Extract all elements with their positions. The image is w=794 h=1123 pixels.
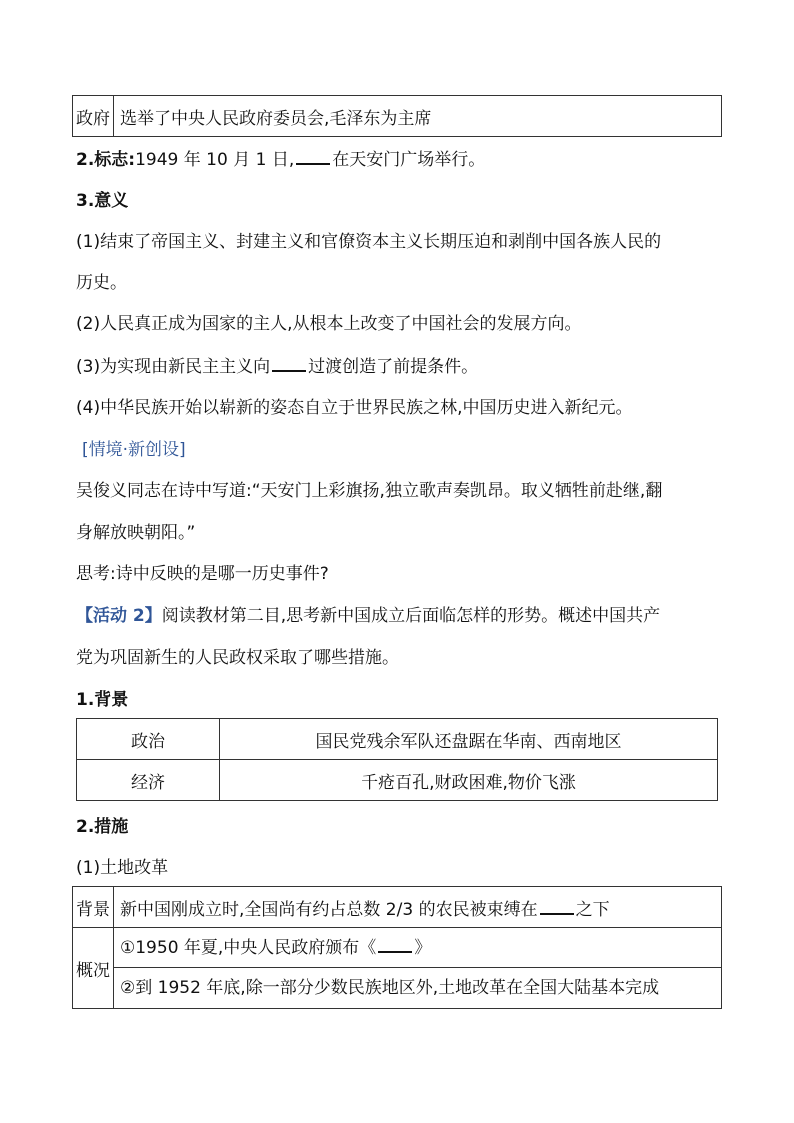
economy-content: 千疮百孔,财政困难,物价飞涨 — [220, 760, 718, 801]
politics-content: 国民党残余军队还盘踞在华南、西南地区 — [220, 719, 718, 760]
poem-line-1: 吴俊义同志在诗中写道:“天安门上彩旗扬,独立歌声奏凯昂。取义牺牲前赴继,翻 — [76, 481, 663, 501]
activity-label: 【活动 2】 — [76, 606, 162, 626]
activity-line-2: 党为巩固新生的人民政权采取了哪些措施。 — [76, 648, 399, 668]
measures-title: 2.措施 — [76, 817, 129, 837]
table-row — [73, 928, 722, 1009]
politics-label: 政治 — [77, 719, 220, 760]
paragraph-4: (4)中华民族开始以崭新的姿态自立于世界民族之林,中国历史进入新纪元。 — [76, 398, 633, 418]
paragraph-1b: 历史。 — [76, 273, 127, 293]
item-2-text-before: 1949 年 10 月 1 日, — [135, 150, 295, 170]
economy-label: 经济 — [77, 760, 220, 801]
table-row — [73, 887, 722, 928]
think-question: 思考:诗中反映的是哪一历史事件? — [76, 564, 329, 584]
government-content: 选举了中央人民政府委员会,毛泽东为主席 — [114, 96, 722, 137]
activity-line-1 — [76, 604, 660, 628]
fill-blank — [272, 354, 306, 372]
item-3-title: 3.意义 — [76, 191, 129, 211]
land-bg-label: 背景 — [73, 887, 114, 928]
paragraph-3-after: 过渡创造了前提条件。 — [308, 357, 479, 377]
poem-line-2: 身解放映朝阳。” — [76, 523, 196, 543]
paragraph-3-before: (3)为实现由新民主主义向 — [76, 357, 271, 377]
fill-blank — [540, 897, 574, 915]
item-2-title: 2.标志: — [76, 150, 136, 170]
situation-label: [情境·新创设] — [82, 440, 186, 460]
paragraph-2: (2)人民真正成为国家的主人,从根本上改变了中国社会的发展方向。 — [76, 314, 582, 334]
land-overview-content: ①1950 年夏,中央人民政府颁布《 》 ②到 1952 年底,除一部分少数民族地区外,土地改革在全国大陆基本完成 — [114, 928, 722, 1009]
activity-text-1: 阅读教材第二目,思考新中国成立后面临怎样的形势。概述中国共产 — [161, 606, 661, 626]
fill-blank — [378, 935, 412, 953]
land-reform-table — [72, 886, 722, 1009]
land-overview-label: 概况 — [73, 928, 114, 1009]
item-2-text-after: 在天安门广场举行。 — [332, 150, 486, 170]
paragraph-1a: (1)结束了帝国主义、封建主义和官僚资本主义长期压迫和剥削中国各族人民的 — [76, 232, 662, 252]
fill-blank — [296, 147, 330, 165]
government-table — [72, 95, 722, 137]
item-2-line — [76, 147, 485, 172]
land-bg-content: 新中国刚成立时,全国尚有约占总数 2/3 的农民被束缚在 之下 — [114, 887, 722, 928]
government-label: 政府 — [73, 96, 114, 137]
background-table — [76, 718, 718, 801]
table-row — [77, 760, 718, 801]
land-reform-title: (1)土地改革 — [76, 858, 169, 878]
table-row — [77, 719, 718, 760]
paragraph-3 — [76, 354, 478, 379]
background-title: 1.背景 — [76, 690, 129, 710]
